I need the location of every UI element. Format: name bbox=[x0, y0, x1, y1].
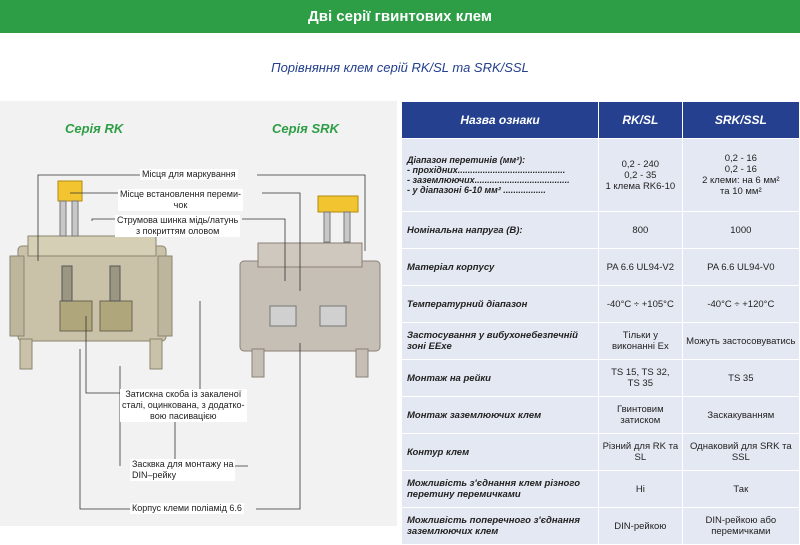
feature-cell: Монтаж заземлюючих клем bbox=[402, 397, 599, 434]
rk-cell: Тільки у виконанні Ex bbox=[599, 323, 683, 360]
table-row bbox=[402, 397, 800, 434]
banner-title: Дві серії гвинтових клем bbox=[308, 8, 492, 25]
comparison-table bbox=[401, 101, 800, 545]
feature-cell: Можливість поперечного з'єднання заземлюючих клем bbox=[402, 508, 599, 545]
srk-cell: Заскакуванням bbox=[682, 397, 799, 434]
series-srk-label: Серія SRK bbox=[272, 121, 339, 136]
srk-cell: Однаковий для SRK та SSL bbox=[682, 434, 799, 471]
table-row bbox=[402, 286, 800, 323]
feature-cell: Номінальна напруга (В): bbox=[402, 212, 599, 249]
table-row bbox=[402, 360, 800, 397]
rk-cell: Ні bbox=[599, 471, 683, 508]
rk-cell: -40°C ÷ +105°C bbox=[599, 286, 683, 323]
title-banner bbox=[0, 0, 800, 33]
diagram-panel bbox=[0, 101, 397, 526]
rk-cell: 800 bbox=[599, 212, 683, 249]
callout-clamp: Затискна скоба із закаленої сталі, оцинкована, з додатко- вою пасивацією bbox=[122, 389, 245, 421]
feature-cell: Застосування у вибухонебезпечній зоні EExe bbox=[402, 323, 599, 360]
srk-cell: DIN-рейкою або перемичками bbox=[682, 508, 799, 545]
table-row bbox=[402, 212, 800, 249]
feature-cell: Матеріал корпусу bbox=[402, 249, 599, 286]
table-row bbox=[402, 471, 800, 508]
rk-cell: PA 6.6 UL94-V2 bbox=[599, 249, 683, 286]
table-row bbox=[402, 434, 800, 471]
srk-cell: Можуть застосовуватись bbox=[682, 323, 799, 360]
rk-cell: 0,2 - 240 0,2 - 35 1 клема RK6-10 bbox=[599, 139, 683, 212]
rk-cell: TS 15, TS 32, TS 35 bbox=[599, 360, 683, 397]
srk-cell: Так bbox=[682, 471, 799, 508]
table-row bbox=[402, 139, 800, 212]
feature-cell: Контур клем bbox=[402, 434, 599, 471]
table-header-row bbox=[402, 102, 800, 139]
rk-cell: Різний для RK та SL bbox=[599, 434, 683, 471]
table-row bbox=[402, 249, 800, 286]
callout-jumper-slot: Місце встановлення переми- чок bbox=[120, 189, 241, 210]
header-rk: RK/SL bbox=[599, 102, 683, 139]
callout-din-latch: Засквка для монтажу на DIN–рейку bbox=[132, 459, 234, 480]
feature-cell: Монтаж на рейки bbox=[402, 360, 599, 397]
feature-cell: Можливість з'єднання клем різного перетину перемичками bbox=[402, 471, 599, 508]
srk-cell: -40°C ÷ +120°C bbox=[682, 286, 799, 323]
header-feature: Назва ознаки bbox=[402, 102, 599, 139]
rk-cell: DIN-рейкою bbox=[599, 508, 683, 545]
callout-busbar: Струмова шинка мідь/латунь з покриттям оловом bbox=[117, 215, 239, 236]
srk-cell: 1000 bbox=[682, 212, 799, 249]
table-row bbox=[402, 323, 800, 360]
header-srk: SRK/SSL bbox=[682, 102, 799, 139]
srk-cell: PA 6.6 UL94-V0 bbox=[682, 249, 799, 286]
feature-cell: Діапазон перетинів (мм²): - прохідних........................................... - заземлюючих...................................... - у діапазоні 6-10 мм² ................. bbox=[402, 139, 599, 212]
feature-cell: Температурний діапазон bbox=[402, 286, 599, 323]
table-row bbox=[402, 508, 800, 545]
srk-terminal-image bbox=[240, 196, 380, 377]
callout-marking: Місця для маркування bbox=[142, 169, 236, 179]
srk-cell: TS 35 bbox=[682, 360, 799, 397]
rk-cell: Гвинтовим затиском bbox=[599, 397, 683, 434]
srk-cell: 0,2 - 16 0,2 - 16 2 клеми: на 6 мм² та 10 мм² bbox=[682, 139, 799, 212]
series-rk-label: Серія RK bbox=[65, 121, 124, 136]
page-subtitle: Порівняння клем серій RK/SL та SRK/SSL bbox=[271, 60, 529, 75]
callout-housing: Корпус клеми поліамід 6.6 bbox=[132, 503, 242, 513]
